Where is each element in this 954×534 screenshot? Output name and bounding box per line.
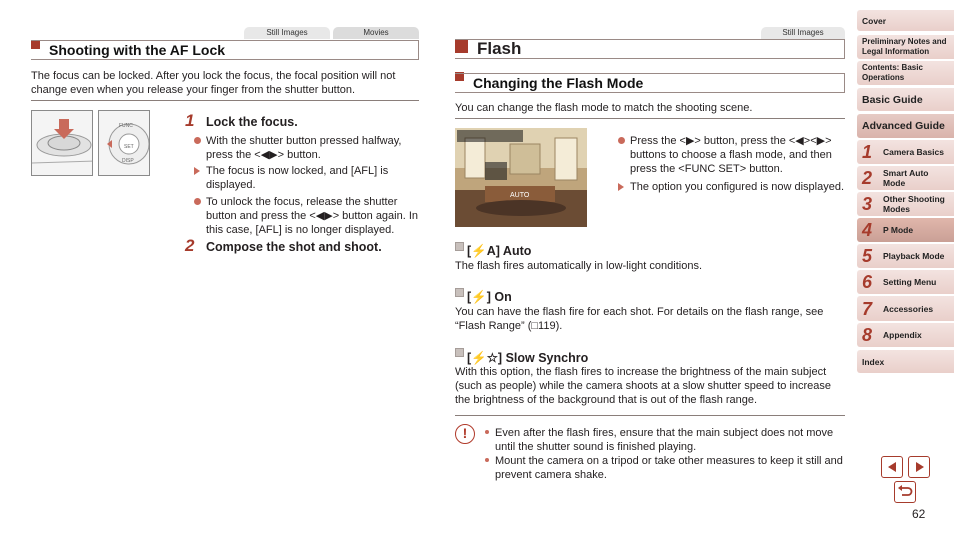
sidebar-item-accessories[interactable] bbox=[857, 296, 954, 321]
chapter-label: P Mode bbox=[883, 225, 914, 235]
sidebar-item-index[interactable]: Index bbox=[857, 350, 954, 373]
divider bbox=[455, 415, 845, 416]
caution-icon: ! bbox=[455, 424, 475, 444]
chapter-label: Other Shooting Modes bbox=[883, 194, 945, 214]
instruction-bullet-2: The option you configured is now displayed. bbox=[630, 181, 845, 193]
back-button[interactable] bbox=[894, 481, 916, 503]
sidebar-item-basic-guide[interactable]: Basic Guide bbox=[857, 88, 954, 111]
tab-still-images: Still Images bbox=[244, 27, 330, 39]
step-2-number: 2 bbox=[185, 236, 195, 255]
flash-intro: You can change the flash mode to match the shooting scene. bbox=[455, 102, 753, 114]
bullet-triangle bbox=[194, 167, 200, 175]
subheading-marker bbox=[455, 348, 464, 357]
step-1-bullet-3: To unlock the focus, release the shutter button and press the <◀▶> button again. In this case, [AFL] is no longer displayed. bbox=[206, 196, 419, 236]
af-lock-heading: Shooting with the AF Lock bbox=[31, 40, 419, 60]
caution-bullet bbox=[485, 458, 489, 462]
chapter-label: Smart Auto Mode bbox=[883, 168, 929, 188]
sidebar-item-smart-auto[interactable] bbox=[857, 166, 954, 190]
changing-flash-mode-heading: Changing the Flash Mode bbox=[455, 73, 845, 93]
control-dial-image bbox=[98, 110, 150, 176]
sidebar-item-p-mode[interactable] bbox=[857, 218, 954, 242]
sidebar-item-appendix[interactable] bbox=[857, 323, 954, 347]
divider bbox=[31, 100, 419, 101]
caution-bullet bbox=[485, 430, 489, 434]
chapter-label: Accessories bbox=[883, 303, 934, 314]
chapter-number: 1 bbox=[862, 142, 873, 162]
sidebar-item-other-shooting[interactable] bbox=[857, 192, 954, 216]
chapter-number: 6 bbox=[862, 272, 873, 292]
caution-text-2: Mount the camera on a tripod or take other measures to keep it still and prevent camera shake. bbox=[495, 455, 843, 481]
chapter-number: 8 bbox=[862, 325, 873, 345]
step-1-bullet-2: The focus is now locked, and [AFL] is displayed. bbox=[206, 165, 389, 191]
return-arrow-icon bbox=[895, 482, 914, 501]
chapter-label: Camera Basics bbox=[883, 147, 944, 157]
disp-label: DISP bbox=[122, 158, 134, 164]
subheading-marker bbox=[455, 242, 464, 251]
auto-heading: [⚡A] Auto bbox=[467, 244, 532, 258]
room-scene bbox=[455, 128, 587, 227]
sidebar-item-playback[interactable] bbox=[857, 244, 954, 268]
chapter-number: 4 bbox=[862, 220, 873, 240]
shutter-button-image bbox=[31, 110, 93, 176]
step-1-bullet-1: With the shutter button pressed halfway, press the <◀▶> button. bbox=[206, 135, 402, 161]
chapter-number: 2 bbox=[862, 168, 873, 188]
chapter-number: 3 bbox=[862, 194, 873, 214]
flash-title: Flash bbox=[455, 39, 845, 59]
on-text: You can have the flash fire for each shot. For details on the flash range, see “Flash Range” (□119). bbox=[455, 306, 824, 332]
instruction-bullet-1: Press the <▶> button, press the <◀><▶> buttons to choose a flash mode, and then press the <FUNC SET> button. bbox=[630, 135, 832, 175]
arrow-left-icon bbox=[888, 462, 896, 472]
step-2-title: Compose the shot and shoot. bbox=[206, 240, 382, 254]
chapter-number: 7 bbox=[862, 298, 873, 319]
bullet-dot bbox=[194, 137, 201, 144]
tab-movies: Movies bbox=[333, 27, 419, 39]
page-number: 62 bbox=[912, 507, 926, 521]
arrow-right-icon bbox=[916, 462, 924, 472]
prev-page-button[interactable] bbox=[881, 456, 903, 478]
step-1-number: 1 bbox=[185, 111, 195, 130]
sidebar-item-prelim[interactable]: Preliminary Notes and Legal Information bbox=[857, 35, 954, 59]
chapter-label: Setting Menu bbox=[883, 277, 937, 287]
slow-synchro-text: With this option, the flash fires to increase the brightness of the main subject (such as people) while the camera shoots at a slow shutter speed to increase the brightness of the background that is out of the flash range. bbox=[455, 366, 832, 406]
bullet-dot bbox=[194, 198, 201, 205]
sidebar-item-advanced-guide[interactable]: Advanced Guide bbox=[857, 114, 954, 138]
subheading-marker bbox=[455, 288, 464, 297]
chapter-label: Appendix bbox=[883, 330, 922, 340]
sidebar-item-setting-menu[interactable] bbox=[857, 270, 954, 294]
bullet-dot bbox=[618, 137, 625, 144]
chapter-number: 5 bbox=[862, 246, 873, 266]
sidebar-item-cover[interactable]: Cover bbox=[857, 10, 954, 31]
func-label: FUNC bbox=[119, 123, 133, 129]
sidebar-item-contents[interactable]: Contents: Basic Operations bbox=[857, 61, 954, 85]
auto-label: AUTO bbox=[510, 192, 530, 199]
auto-text: The flash fires automatically in low-light conditions. bbox=[455, 260, 703, 272]
sidebar-item-camera-basics[interactable] bbox=[857, 140, 954, 164]
tab-still-images-right: Still Images bbox=[761, 27, 845, 39]
chapter-label: Playback Mode bbox=[883, 251, 945, 261]
on-heading: [⚡] On bbox=[467, 290, 512, 304]
af-lock-intro: The focus can be locked. After you lock the focus, the focal position will not change even when you release your finger from the shutter button. bbox=[31, 70, 396, 96]
set-label: SET bbox=[124, 144, 134, 150]
divider bbox=[455, 118, 845, 119]
caution-text-1: Even after the flash fires, ensure that the main subject does not move until the shutter sound is finished playing. bbox=[495, 427, 834, 453]
shutter-press-icon bbox=[32, 111, 93, 176]
next-page-button[interactable] bbox=[908, 456, 930, 478]
flash-screen-photo bbox=[455, 128, 587, 227]
step-1-title: Lock the focus. bbox=[206, 115, 298, 129]
bullet-triangle bbox=[618, 183, 624, 191]
slow-synchro-heading: [⚡☆] Slow Synchro bbox=[467, 351, 589, 365]
